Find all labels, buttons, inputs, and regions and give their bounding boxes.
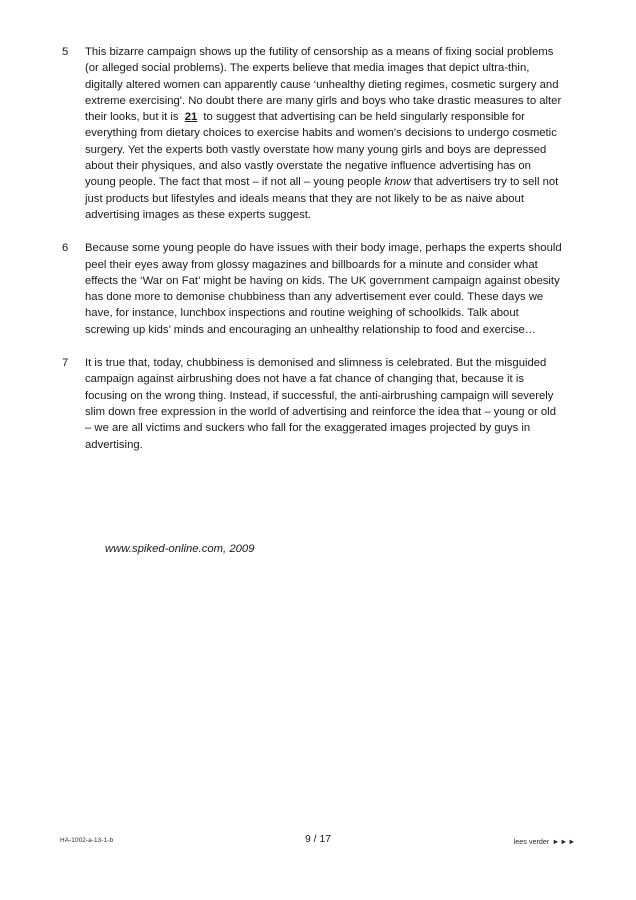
continue-label: lees verder bbox=[513, 837, 550, 846]
paragraph-text-segment-after-gap: to suggest that advertising can be held singularly responsible for everything from dietary choices to exercise habits and women's decisions to undergo cosmetic surgery. Yet the experts both vastly overstate how many young girls and boys are depressed about their physiques, and also vastly overstate the negative influence advertising has on young people. The fact that most – if not all – young people bbox=[85, 111, 557, 189]
paragraph-number: 5 bbox=[62, 46, 69, 58]
paragraph-6 bbox=[62, 240, 562, 338]
source-citation: www.spiked-online.com, 2009 bbox=[105, 543, 255, 555]
page-number: 9 / 17 bbox=[305, 834, 331, 845]
paragraph-text: Because some young people do have issues with their body image, perhaps the experts should peel their eyes away from glossy magazines and billboards for a minute and consider what effects the ‘War on Fat’ might be having on kids. The UK government campaign against obesity has done more to demonise chubbiness than any advertisement ever could. These days we have, for instance, lunchbox inspections and routine weighing of schoolkids. Talk about screwing up kids’ minds and encouraging an unhealthy relationship to food and exercise… bbox=[85, 242, 562, 336]
page-footer bbox=[0, 836, 636, 852]
paragraph-text bbox=[85, 44, 562, 223]
paragraph-text-segment-after-emphasis: that advertisers try to sell not just products but lifestyles and ideals means that they are not likely to be as naive about advertising images as these experts suggest. bbox=[85, 176, 559, 221]
reading-text-body bbox=[62, 44, 562, 470]
continue-notice bbox=[514, 837, 576, 846]
paragraph-5 bbox=[62, 44, 562, 223]
triangle-right-icon: ►►► bbox=[552, 837, 576, 846]
paragraph-number: 6 bbox=[62, 242, 69, 255]
gap-fill-marker-21[interactable]: 21 bbox=[184, 111, 198, 124]
paragraph-text-segment-before-gap: This bizarre campaign shows up the futility of censorship as a means of fixing social problems (or alleged social problems). The experts believe that media images that depict ultra-thin, digitally altered women can apparently cause ‘unhealthy dieting regimes, cosmetic surgery and extreme exercising'. No doubt there are many girls and boys who take drastic measures to alter their looks, but it is bbox=[85, 46, 562, 124]
emphasis-know: know bbox=[384, 176, 411, 189]
paragraph-7 bbox=[62, 355, 562, 453]
exam-code: HA-1002-a-13-1-b bbox=[60, 837, 114, 844]
paragraph-text: It is true that, today, chubbiness is demonised and slimness is celebrated. But the misguided campaign against airbrushing does not have a fat chance of changing that, because it is focusing on the wrong thing. Instead, if successful, the anti-airbrushing campaign will severely slim down free expression in the world of advertising and reinforce the idea that – young or old – we are all victims and suckers who fall for the exaggerated images projected by guys in advertising. bbox=[85, 357, 556, 451]
paragraph-number: 7 bbox=[62, 357, 69, 370]
